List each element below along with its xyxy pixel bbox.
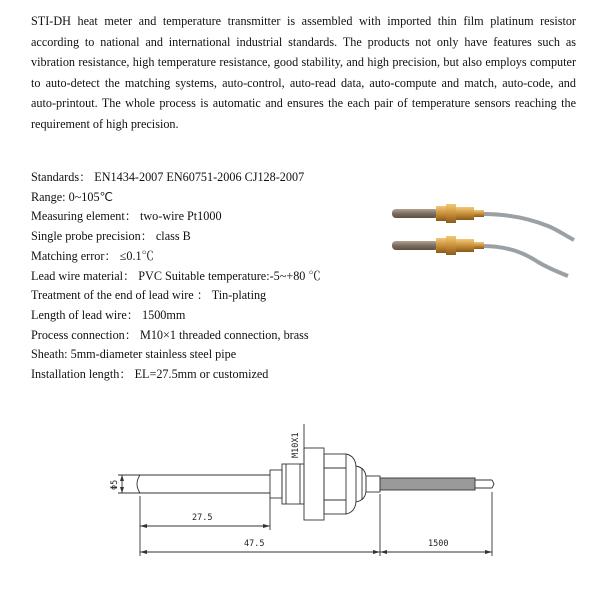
dimension-drawing <box>100 418 520 558</box>
product-photo <box>388 196 578 278</box>
product-description: STI-DH heat meter and temperature transmitter is assembled with imported thin film platinum resistor according to national and international industrial standards. The products not only have features such as vibration resistance, high temperature resistance, good stability, and high precision, but also employs computer to auto-detect the matching systems, auto-control, auto-read data, auto-compute and match, auto-code, and auto-printout. The whole process is automatic and ensures the each pair of temperature sensors reaching the requirement of high precision. <box>31 14 576 131</box>
total-length-label: 47.5 <box>244 539 265 549</box>
spec-process-connection: Process connection： M10×1 threaded connection, brass <box>31 327 309 342</box>
cable-length-label: 1500 <box>428 539 449 549</box>
probe-lower <box>392 236 568 276</box>
spec-lead-wire-material: Lead wire material： PVC Suitable temperature:-5~+80 ℃ <box>31 268 321 283</box>
probe-tube <box>137 475 270 493</box>
spec-lead-wire-length: Length of lead wire： 1500mm <box>31 307 186 322</box>
spec-standards: Standards： EN1434-2007 EN60751-2006 CJ128-2007 <box>31 170 305 184</box>
spec-sheath: Sheath: 5mm-diameter stainless steel pipe <box>31 347 237 362</box>
spec-list <box>31 168 411 385</box>
spec-lead-wire-end: Treatment of the end of lead wire ： Tin-plating <box>31 288 267 303</box>
spec-measuring-element: Measuring element： two-wire Pt1000 <box>31 209 222 224</box>
fitting-body <box>270 448 380 520</box>
spec-installation-length: Installation length： EL=27.5mm or customized <box>31 367 269 382</box>
probe-upper <box>392 204 574 240</box>
lead-cable <box>380 478 494 490</box>
insertion-length-label: 27.5 <box>192 513 213 523</box>
diameter-label: Φ5 <box>110 479 120 490</box>
spec-probe-precision: Single probe precision： class B <box>31 229 191 244</box>
spec-matching-error: Matching error： ≤0.1℃ <box>31 248 154 263</box>
spec-range: Range: 0~105℃ <box>31 189 114 204</box>
thread-label: M10X1 <box>291 432 301 458</box>
